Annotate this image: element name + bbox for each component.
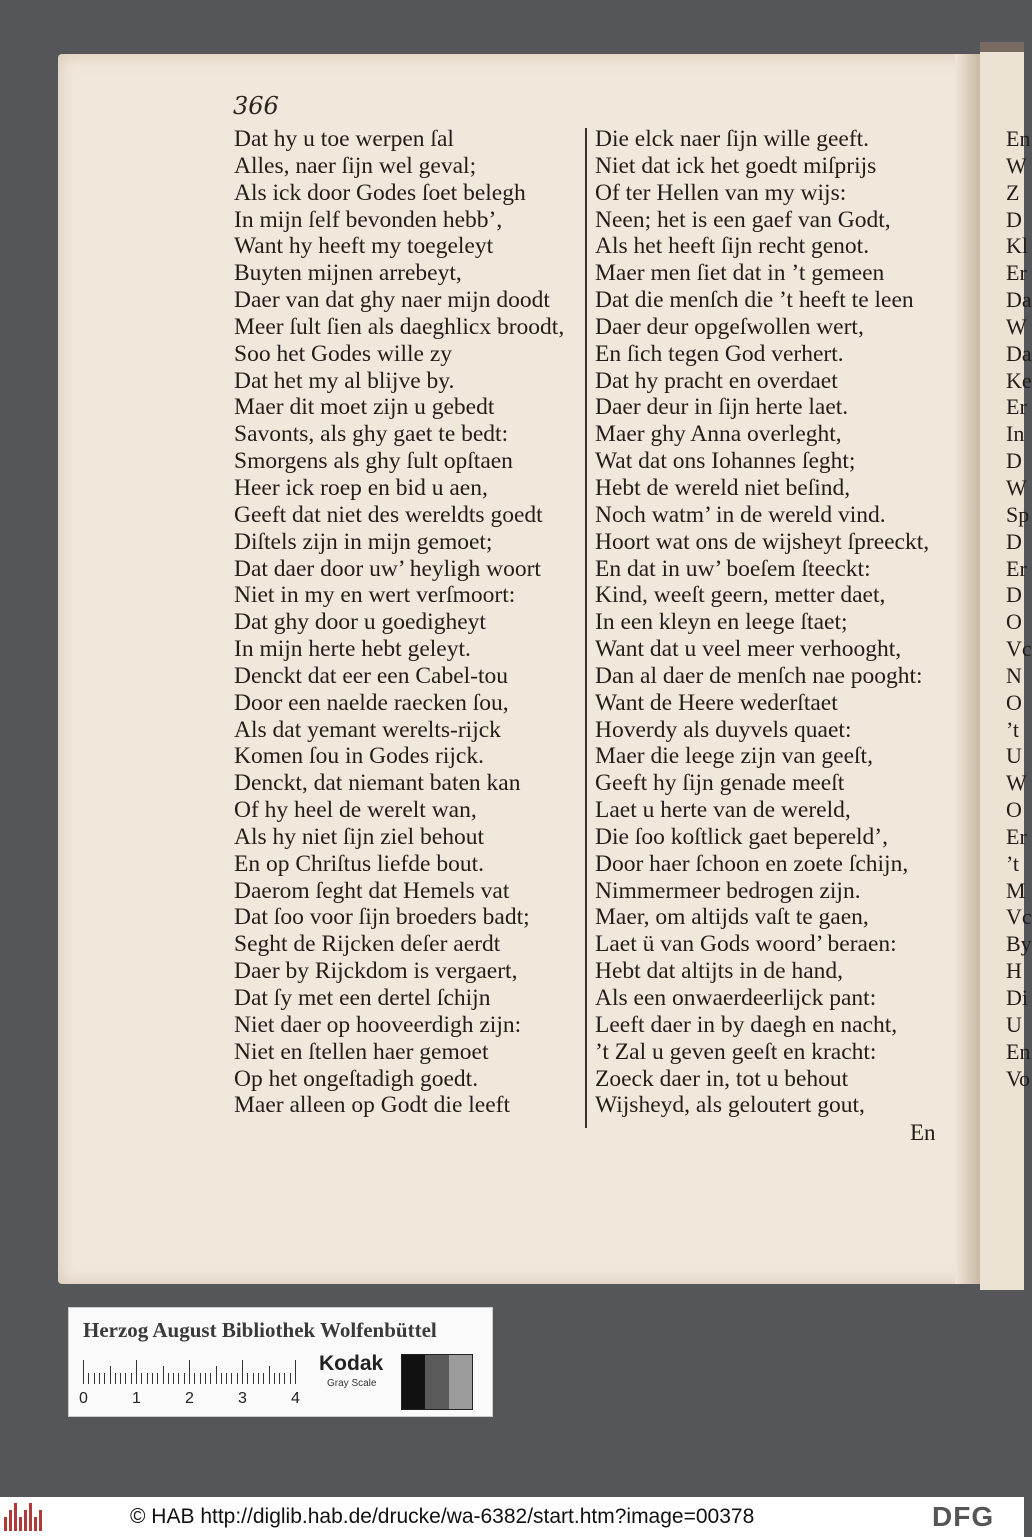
- facing-page-fragment: U: [1006, 1011, 1022, 1037]
- ruler-tick: [247, 1373, 248, 1384]
- ruler-number: 2: [185, 1390, 194, 1407]
- ruler-tick: [94, 1373, 95, 1384]
- verse-line: Geeft dat niet des wereldts goedt: [234, 501, 543, 528]
- ruler-tick: [269, 1366, 270, 1384]
- verse-line: Want dat u veel meer verhooght,: [595, 636, 902, 663]
- verse-line: Maer men ſiet dat in ’t gemeen: [595, 260, 885, 287]
- library-scale-card: [68, 1307, 493, 1417]
- ruler-tick: [173, 1373, 174, 1384]
- book-cover-edge: [980, 42, 1024, 52]
- verse-line: Dat hy pracht en overdaet: [595, 367, 838, 394]
- facing-page-fragment: Sp: [1006, 501, 1030, 527]
- verse-line: Wijsheyd, als geloutert gout,: [595, 1092, 865, 1119]
- facing-page-fragment: D: [1006, 528, 1022, 554]
- ruler-tick: [184, 1373, 185, 1384]
- verse-line: Hoort wat ons de wijsheyt ſpreeckt,: [595, 528, 930, 555]
- facing-page-fragment: Vo: [1006, 1065, 1031, 1091]
- ruler-tick: [157, 1373, 158, 1384]
- verse-line: Daerom ſeght dat Hemels vat: [234, 877, 510, 904]
- ruler-tick: [216, 1366, 217, 1384]
- verse-line: Zoeck daer in, tot u behout: [595, 1065, 849, 1092]
- verse-line: Dat ſoo voor ſijn broeders badt;: [234, 904, 530, 931]
- verse-line: Als het heeft ſijn recht genot.: [595, 233, 870, 260]
- facing-page-fragment: Z: [1006, 179, 1020, 205]
- ruler-tick: [253, 1373, 254, 1384]
- ruler-tick: [205, 1373, 206, 1384]
- page-gutter: [955, 54, 980, 1284]
- facing-page-fragment: ’t: [1006, 716, 1020, 742]
- verse-line: Alles, naer ſijn wel geval;: [234, 152, 477, 179]
- gray-patch: [449, 1355, 472, 1409]
- facing-page-fragment: H: [1006, 958, 1022, 984]
- verse-line: Denckt dat eer een Cabel-tou: [234, 662, 509, 689]
- verse-line: Of hy heel de werelt wan,: [234, 797, 477, 824]
- gray-scale-patches: [401, 1354, 473, 1410]
- library-name: Herzog August Bibliothek Wolfenbüttel: [83, 1318, 437, 1342]
- logo-bar: [39, 1510, 42, 1531]
- verse-line: Die elck naer ſijn wille geeft.: [595, 126, 870, 152]
- facing-page-fragment: Kl: [1006, 233, 1028, 259]
- facing-page-fragment: D: [1006, 448, 1022, 474]
- verse-line: Daer by Rijckdom is vergaert,: [234, 958, 518, 985]
- verse-line: ’t Zal u geven geeſt en kracht:: [595, 1038, 877, 1065]
- ruler-tick: [147, 1373, 148, 1384]
- ruler-tick: [189, 1360, 190, 1384]
- facing-page-fragment: W: [1006, 770, 1027, 796]
- verse-line: Laet ü van Gods woord’ beraen:: [595, 931, 897, 958]
- verse-line: Nimmermeer bedrogen zijn.: [595, 877, 861, 904]
- verse-line: Niet daer op hooveerdigh zijn:: [234, 1011, 522, 1038]
- verse-line: Savonts, als ghy gaet te bedt:: [234, 421, 509, 448]
- ruler-number: 4: [291, 1390, 300, 1407]
- verse-line: Dan al daer de menſch nae pooght:: [595, 662, 923, 689]
- verse-line: Denckt, dat niemant baten kan: [234, 770, 521, 797]
- facing-page-fragment: D: [1006, 206, 1022, 232]
- facing-page-fragment: Er: [1006, 260, 1027, 286]
- verse-line: En op Chriſtus liefde bout.: [234, 850, 484, 877]
- verse-line: Maer ghy Anna overleght,: [595, 421, 842, 448]
- verse-line: En ſich tegen God verhert.: [595, 340, 844, 367]
- facing-page-fragment: ’t: [1006, 850, 1020, 876]
- gray-patch: [425, 1355, 448, 1409]
- ruler-tick: [115, 1373, 116, 1384]
- kodak-sublabel: Gray Scale: [327, 1378, 377, 1389]
- verse-line: Seght de Rijcken deſer aerdt: [234, 931, 501, 958]
- ruler-tick: [88, 1373, 89, 1384]
- right-text-column: [595, 126, 929, 1119]
- ruler-tick: [141, 1373, 142, 1384]
- page-number: 366: [233, 92, 279, 120]
- verse-line: Buyten mijnen arrebeyt,: [234, 260, 462, 287]
- verse-line: Neen; het is een gaef van Godt,: [595, 206, 891, 233]
- facing-page-fragment: In: [1006, 421, 1025, 447]
- facing-page-fragment: U: [1006, 743, 1022, 769]
- facing-page-fragment: By: [1006, 931, 1032, 957]
- verse-line: Maer die leege zijn van geeſt,: [595, 743, 873, 770]
- facing-page-fragment: M: [1006, 877, 1026, 903]
- ruler-tick: [210, 1373, 211, 1384]
- facing-page-fragment: Er: [1006, 394, 1027, 420]
- verse-line: Smorgens als ghy ſult opſtaen: [234, 448, 513, 475]
- verse-line: Laet u herte van de wereld,: [595, 797, 851, 824]
- verse-line: Hebt de wereld niet beſind,: [595, 474, 851, 501]
- verse-line: Hebt dat altijts in de hand,: [595, 958, 844, 985]
- ruler-tick: [110, 1366, 111, 1384]
- logo-bar: [4, 1517, 7, 1531]
- verse-line: Kind, weeſt geern, metter daet,: [595, 582, 886, 609]
- verse-line: Als hy niet ſijn ziel behout: [234, 823, 484, 850]
- logo-bar: [24, 1510, 27, 1531]
- ruler-tick: [231, 1373, 232, 1384]
- footer-bar: [0, 1497, 1024, 1537]
- verse-line: Daer van dat ghy naer mijn doodt: [234, 287, 550, 314]
- facing-page-fragment: W: [1006, 313, 1027, 339]
- ruler-tick: [83, 1360, 84, 1384]
- facing-page-fragment: D: [1006, 582, 1022, 608]
- verse-line: In mijn herte hebt geleyt.: [234, 636, 471, 663]
- facing-page-fragment: O: [1006, 609, 1022, 635]
- verse-line: Geeft hy ſijn genade meeſt: [595, 770, 845, 797]
- verse-line: Want hy heeft my toegeleyt: [234, 233, 494, 260]
- facing-page-fragment: Er: [1006, 823, 1027, 849]
- verse-line: In mijn ſelf bevonden hebb’,: [234, 206, 503, 233]
- facing-page-fragment: W: [1006, 152, 1027, 178]
- verse-line: Dat daer door uw’ heyligh woort: [234, 555, 541, 582]
- ruler-tick: [136, 1360, 137, 1384]
- ruler-tick: [178, 1373, 179, 1384]
- footer-credit-link[interactable]: © HAB http://diglib.hab.de/drucke/wa-6382/start.htm?image=00378: [130, 1505, 755, 1528]
- verse-line: Niet in my en wert verſmoort:: [234, 582, 516, 609]
- facing-page-fragment: W: [1006, 474, 1027, 500]
- verse-line: Maer dit moet zijn u gebedt: [234, 394, 495, 421]
- verse-line: In een kleyn en leege ſtaet;: [595, 609, 848, 636]
- verse-line: Dat hy u toe werpen ſal: [234, 126, 454, 152]
- verse-line: Als dat yemant werelts-rijck: [234, 716, 501, 743]
- logo-bar: [34, 1517, 37, 1531]
- verse-line: Dat ghy door u goedigheyt: [234, 609, 486, 636]
- ruler-tick: [200, 1373, 201, 1384]
- ruler-tick: [290, 1373, 291, 1384]
- ruler-tick: [295, 1360, 296, 1384]
- verse-line: En dat in uw’ boeſem ſteeckt:: [595, 555, 871, 582]
- verse-line: Heer ick roep en bid u aen,: [234, 474, 488, 501]
- left-text-column: [234, 126, 564, 1119]
- measurement-ruler: [83, 1356, 305, 1384]
- facing-page-fragment: En: [1006, 126, 1031, 151]
- ruler-tick: [242, 1360, 243, 1384]
- hab-logo-icon: [4, 1503, 48, 1531]
- ruler-number: 1: [132, 1390, 141, 1407]
- verse-line: Maer, om altijds vaſt te gaen,: [595, 904, 869, 931]
- ruler-tick: [104, 1373, 105, 1384]
- verse-line: Meer ſult ſien als daeghlicx broodt,: [234, 313, 565, 340]
- ruler-tick: [237, 1373, 238, 1384]
- facing-page-fragment: N: [1006, 662, 1022, 688]
- verse-line: Hoverdy als duyvels quaet:: [595, 716, 852, 743]
- ruler-tick: [284, 1373, 285, 1384]
- verse-line: Die ſoo koſtlick gaet bepereld’,: [595, 823, 888, 850]
- verse-line: Dat die menſch die ’t heeft te leen: [595, 287, 914, 314]
- facing-page-fragment: Di: [1006, 985, 1028, 1010]
- ruler-tick: [194, 1373, 195, 1384]
- ruler-number: 3: [238, 1390, 247, 1407]
- verse-line: Op het ongeſtadigh goedt.: [234, 1065, 479, 1092]
- ruler-tick: [274, 1373, 275, 1384]
- facing-page-fragment: Vc: [1006, 904, 1032, 930]
- verse-line: Niet en ſtellen haer gemoet: [234, 1038, 489, 1065]
- ruler-tick: [120, 1373, 121, 1384]
- ruler-tick: [99, 1373, 100, 1384]
- facing-page-fragment: En: [1006, 1038, 1031, 1064]
- ruler-tick: [279, 1373, 280, 1384]
- verse-line: Of ter Hellen van my wijs:: [595, 179, 847, 206]
- facing-page-fragment: O: [1006, 797, 1022, 823]
- ruler-number: 0: [79, 1390, 88, 1407]
- verse-line: Wat dat ons Iohannes ſeght;: [595, 448, 856, 475]
- facing-page-fragment: Da: [1006, 340, 1032, 366]
- ruler-tick: [152, 1373, 153, 1384]
- verse-line: Als ick door Godes ſoet belegh: [234, 179, 526, 206]
- ruler-tick: [168, 1373, 169, 1384]
- logo-bar: [14, 1503, 17, 1531]
- verse-line: Want de Heere wederſtaet: [595, 689, 838, 716]
- ruler-tick: [163, 1366, 164, 1384]
- verse-line: Komen ſou in Godes rijck.: [234, 743, 484, 770]
- verse-line: Soo het Godes wille zy: [234, 340, 452, 367]
- ruler-tick: [226, 1373, 227, 1384]
- verse-line: Diſtels zijn in mijn gemoet;: [234, 528, 493, 555]
- verse-line: Daer deur opgeſwollen wert,: [595, 313, 864, 340]
- ruler-tick: [125, 1373, 126, 1384]
- verse-line: Dat het my al blijve by.: [234, 367, 455, 394]
- verse-line: Door haer ſchoon en zoete ſchijn,: [595, 850, 909, 877]
- verse-line: Daer deur in ſijn herte laet.: [595, 394, 849, 421]
- dfg-logo: DFG: [932, 1501, 995, 1532]
- verse-line: Maer alleen op Godt die leeft: [234, 1092, 511, 1119]
- verse-line: Noch watm’ in de wereld vind.: [595, 501, 886, 528]
- ruler-tick: [258, 1373, 259, 1384]
- ruler-tick: [131, 1373, 132, 1384]
- verse-line: Niet dat ick het goedt miſprijs: [595, 152, 877, 179]
- logo-bar: [19, 1517, 22, 1531]
- gray-patch: [402, 1355, 425, 1409]
- facing-page-fragment: O: [1006, 689, 1022, 715]
- ruler-tick: [263, 1373, 264, 1384]
- facing-page-fragment: Vc: [1006, 636, 1032, 662]
- verse-line: Door een naelde raecken ſou,: [234, 689, 509, 716]
- logo-bar: [29, 1503, 32, 1531]
- ruler-tick: [221, 1373, 222, 1384]
- verse-line: Leeft daer in by daegh en nacht,: [595, 1011, 898, 1038]
- logo-bar: [9, 1510, 12, 1531]
- verse-line: Als een onwaerdeerlijck pant:: [595, 985, 877, 1011]
- facing-page-fragment: Ke: [1006, 367, 1032, 393]
- column-divider: [585, 128, 587, 1128]
- facing-page-text-fragments: [1006, 126, 1032, 1092]
- facing-page-fragment: Er: [1006, 555, 1027, 581]
- catchword: En: [910, 1120, 936, 1145]
- verse-line: Dat ſy met een dertel ſchijn: [234, 985, 491, 1011]
- facing-page-fragment: Da: [1006, 287, 1032, 313]
- kodak-label: Kodak: [319, 1352, 384, 1375]
